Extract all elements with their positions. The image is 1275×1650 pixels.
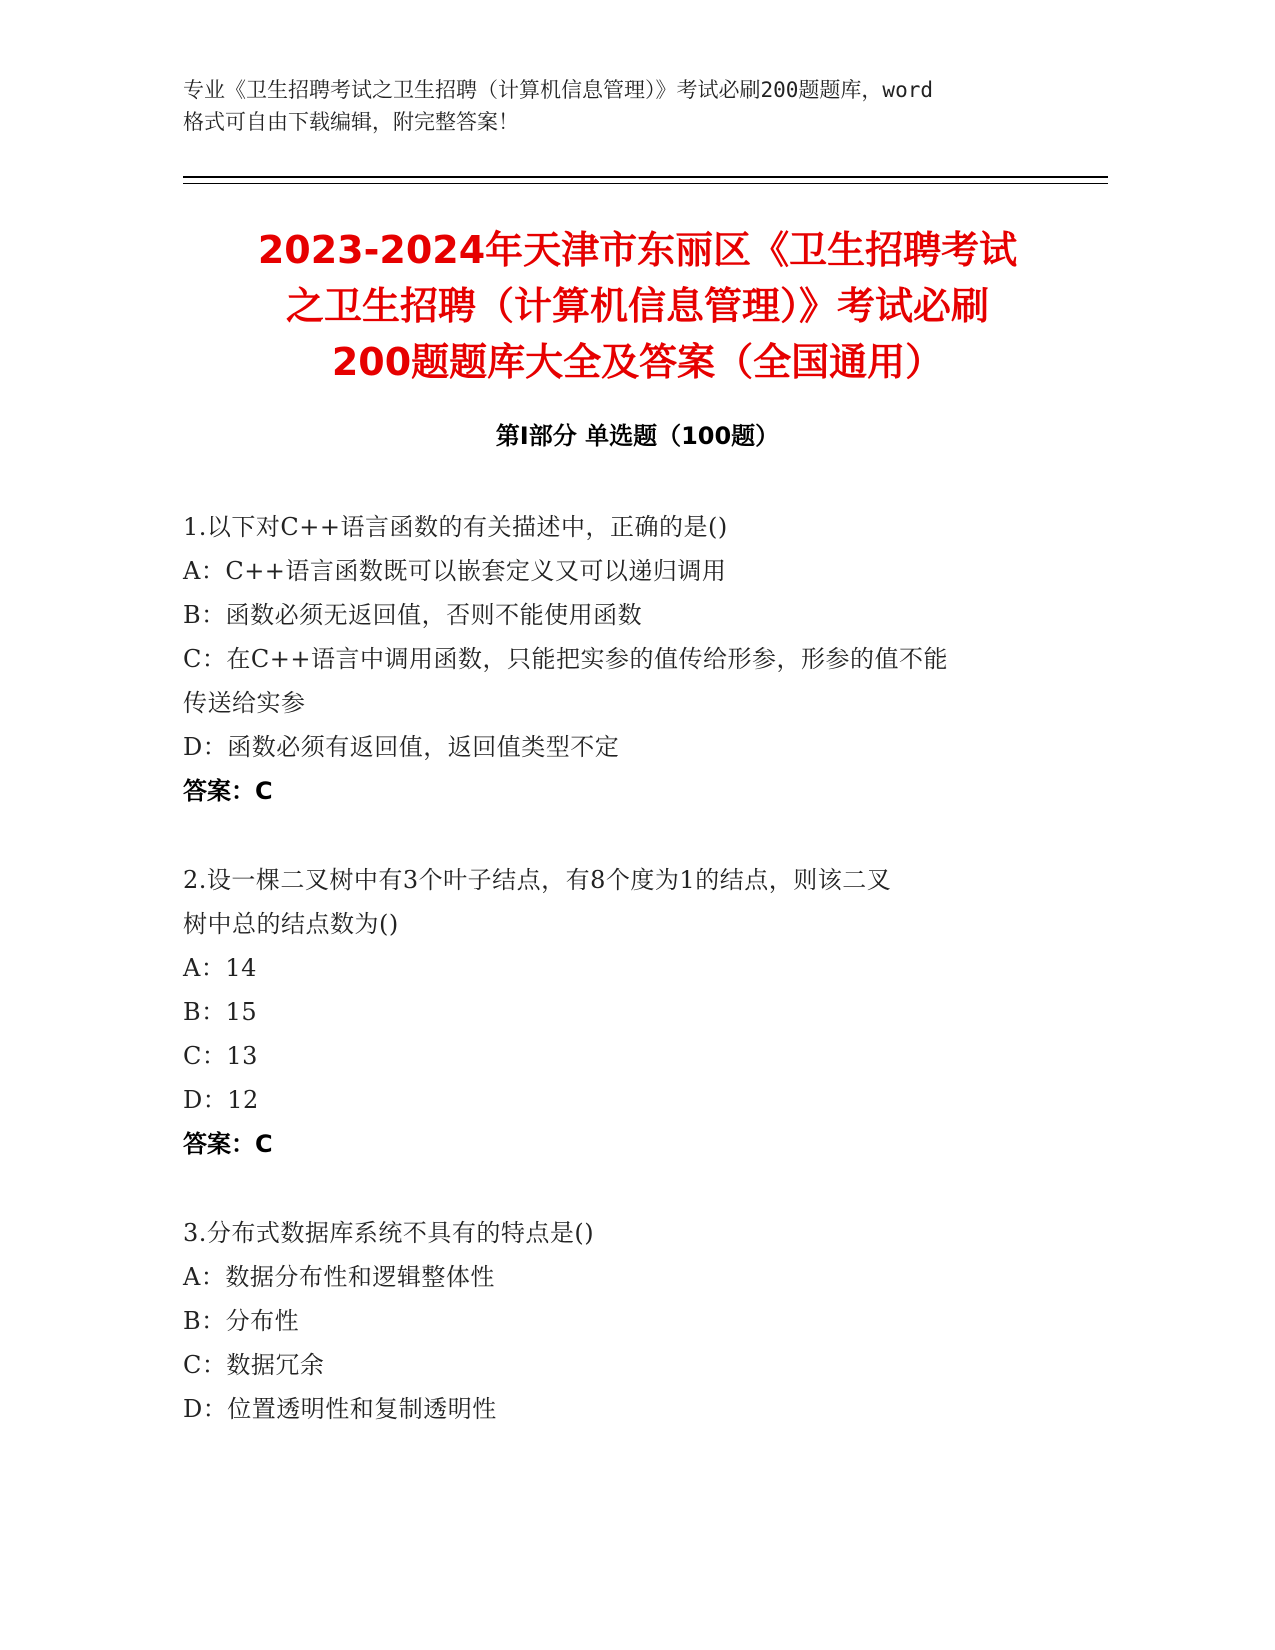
intro-line: 格式可自由下载编辑，附完整答案！	[183, 110, 519, 134]
option-c: C：在C++语言中调用函数，只能把实参的值传给形参，形参的值不能	[183, 645, 948, 673]
title-line: 2023-2024年天津市东丽区《卫生招聘考试	[257, 228, 1018, 272]
question-stem: 2.设一棵二叉树中有3个叶子结点，有8个度为1的结点，则该二叉	[183, 866, 892, 894]
option-d: D：位置透明性和复制透明性	[183, 1395, 497, 1423]
option-a: A：数据分布性和逻辑整体性	[183, 1263, 495, 1291]
title-line: 之卫生招聘（计算机信息管理）》考试必刷	[285, 284, 989, 328]
option-b: B：分布性	[183, 1307, 300, 1335]
document-intro	[183, 74, 1083, 138]
intro-line: 专业《卫生招聘考试之卫生招聘（计算机信息管理）》考试必刷200题题库，word	[183, 78, 933, 102]
question-1	[183, 505, 1063, 813]
option-b: B：15	[183, 998, 258, 1026]
document-title	[175, 222, 1100, 390]
option-c-continued: 传送给实参	[183, 689, 306, 717]
section-heading: 第Ⅰ部分 单选题（100题）	[495, 422, 780, 450]
answer-label: 答案：C	[183, 777, 273, 805]
option-c: C：数据冗余	[183, 1351, 325, 1379]
question-stem: 3.分布式数据库系统不具有的特点是()	[183, 1219, 595, 1247]
option-d: D：函数必须有返回值，返回值类型不定	[183, 733, 620, 761]
option-a: A：14	[183, 954, 257, 982]
option-c: C：13	[183, 1042, 258, 1070]
question-stem-continued: 树中总的结点数为()	[183, 910, 399, 938]
question-2	[183, 858, 1063, 1166]
question-list	[183, 505, 1063, 1476]
title-line: 200题题库大全及答案（全国通用）	[331, 340, 944, 384]
question-3	[183, 1211, 1063, 1431]
question-stem: 1.以下对C++语言函数的有关描述中，正确的是()	[183, 513, 728, 541]
option-a: A：C++语言函数既可以嵌套定义又可以递归调用	[183, 557, 727, 585]
option-b: B：函数必须无返回值，否则不能使用函数	[183, 601, 643, 629]
answer-label: 答案：C	[183, 1130, 273, 1158]
header-divider-thick	[183, 176, 1108, 178]
option-d: D：12	[183, 1086, 259, 1114]
header-divider-thin	[183, 183, 1108, 184]
